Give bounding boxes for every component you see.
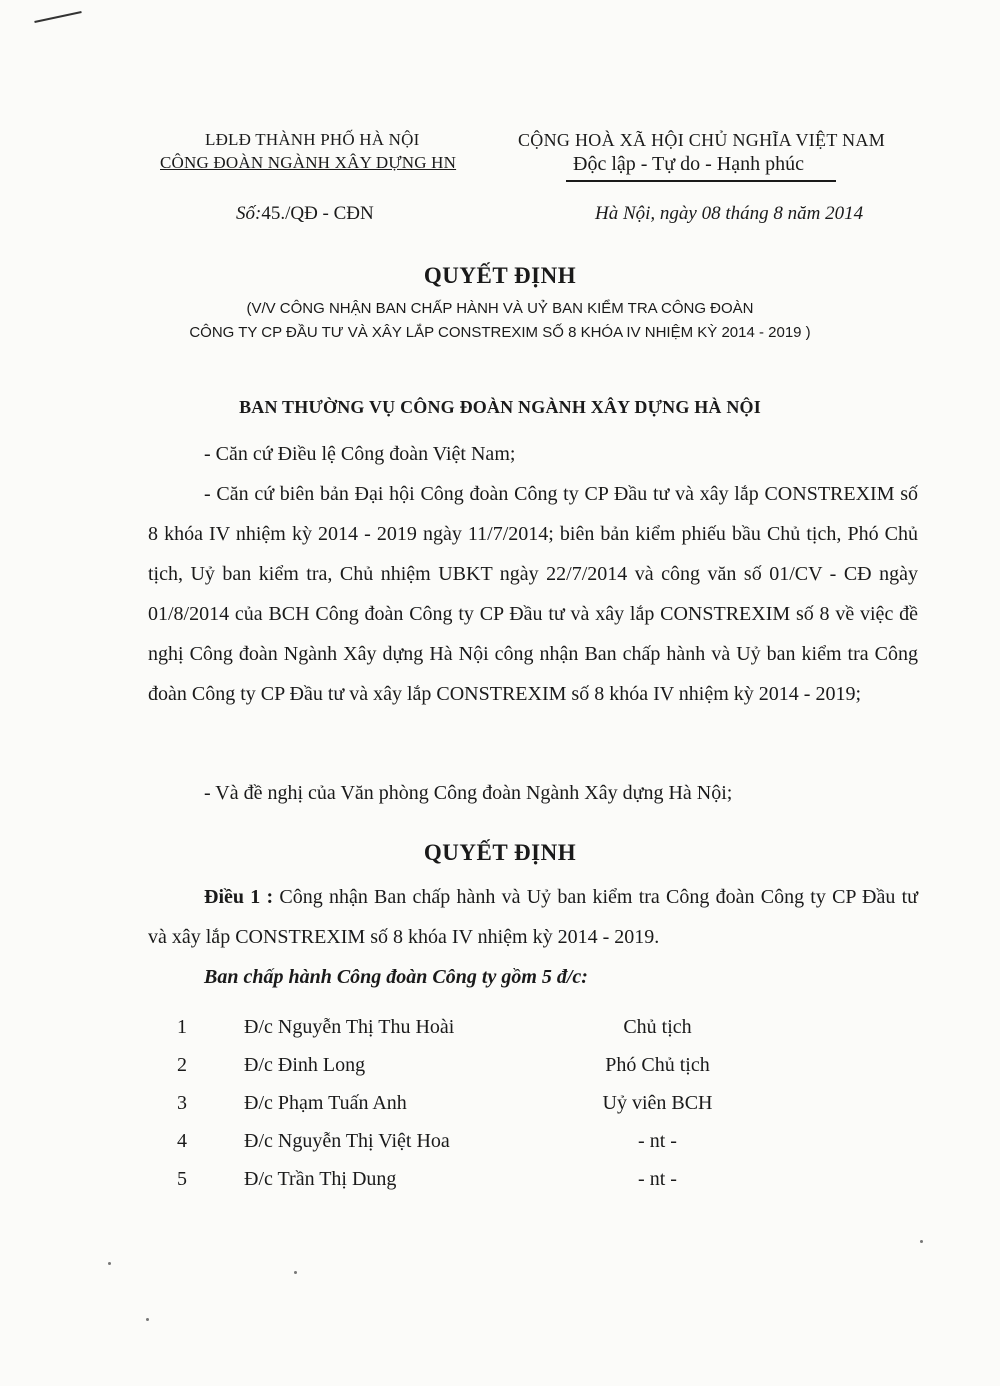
member-row <box>170 1092 770 1130</box>
subject-line-2: CÔNG TY CP ĐẦU TƯ VÀ XÂY LẮP CONSTREXIM SỐ 8 KHÓA IV NHIỆM KỲ 2014 - 2019 ) <box>189 324 811 341</box>
org-line-2: CÔNG ĐOÀN NGÀNH XÂY DỰNG HN <box>160 153 457 172</box>
member-number: 2 <box>177 1054 187 1076</box>
motto-underline <box>566 180 836 182</box>
scan-speck <box>108 1262 111 1265</box>
org-line-1: LĐLĐ THÀNH PHỐ HÀ NỘI <box>205 130 420 149</box>
basis-3: - Và đề nghị của Văn phòng Công đoàn Ngành Xây dựng Hà Nội; <box>204 782 733 804</box>
member-row <box>170 1168 770 1206</box>
article-1-text: Công nhận Ban chấp hành và Uỷ ban kiểm tra Công đoàn Công ty CP Đầu tư và xây lắp CONSTREXIM số 8 khóa IV nhiệm kỳ 2014 - 2019. <box>148 886 918 948</box>
country-name: CỘNG HOÀ XÃ HỘI CHỦ NGHĨA VIỆT NAM <box>518 130 886 150</box>
document-number <box>236 203 374 225</box>
member-name: Đ/c Nguyễn Thị Thu Hoài <box>244 1016 455 1038</box>
member-role: Uỷ viên BCH <box>602 1092 713 1114</box>
document-title: QUYẾT ĐỊNH <box>423 263 577 288</box>
member-name: Đ/c Trần Thị Dung <box>244 1168 397 1190</box>
member-role: - nt - <box>638 1130 677 1152</box>
number-value: 45 <box>261 203 281 224</box>
scan-speck <box>920 1240 923 1243</box>
member-number: 5 <box>177 1168 187 1190</box>
member-number: 1 <box>177 1016 187 1038</box>
basis-1: - Căn cứ Điều lệ Công đoàn Việt Nam; <box>204 443 516 465</box>
issuing-authority: BAN THƯỜNG VỤ CÔNG ĐOÀN NGÀNH XÂY DỰNG HÀ NỘI <box>239 397 761 417</box>
number-label: Số: <box>236 203 262 224</box>
members-heading: Ban chấp hành Công đoàn Công ty gồm 5 đ/c: <box>204 966 588 988</box>
member-row <box>170 1130 770 1168</box>
member-name: Đ/c Phạm Tuấn Anh <box>244 1092 407 1114</box>
member-number: 3 <box>177 1092 187 1114</box>
member-number: 4 <box>177 1130 187 1152</box>
article-1-label: Điều 1 : <box>204 886 274 908</box>
document-date: Hà Nội, ngày 08 tháng 8 năm 2014 <box>595 203 864 224</box>
pen-mark <box>34 11 81 23</box>
member-role: Phó Chủ tịch <box>605 1054 710 1076</box>
article-1 <box>148 877 918 957</box>
member-name: Đ/c Nguyễn Thị Việt Hoa <box>244 1130 450 1152</box>
member-role: - nt - <box>638 1168 677 1190</box>
member-role: Chủ tịch <box>623 1016 692 1038</box>
member-row <box>170 1054 770 1092</box>
decision-heading: QUYẾT ĐỊNH <box>423 840 577 865</box>
member-row <box>170 1016 770 1054</box>
number-suffix: ./QĐ - CĐN <box>280 203 374 224</box>
scan-speck <box>146 1318 149 1321</box>
subject-line-1: (V/V CÔNG NHẬN BAN CHẤP HÀNH VÀ UỶ BAN KIỂM TRA CÔNG ĐOÀN <box>246 300 754 317</box>
member-name: Đ/c Đinh Long <box>244 1054 366 1076</box>
basis-2: - Căn cứ biên bản Đại hội Công đoàn Công ty CP Đầu tư và xây lắp CONSTREXIM số 8 khóa IV nhiệm kỳ 2014 - 2019 ngày 11/7/2014; biên bản kiểm phiếu bầu Chủ tịch, Phó Chủ tịch, Uỷ ban kiểm tra, Chủ nhiệm UBKT ngày 22/7/2014 và công văn số 01/CV - CĐ ngày 01/8/2014 của BCH Công đoàn Công ty CP Đầu tư và xây lắp CONSTREXIM số 8 về việc đề nghị Công đoàn Ngành Xây dựng Hà Nội công nhận Ban chấp hành và Uỷ ban kiểm tra Công đoàn Công ty CP Đầu tư và xây lắp CONSTREXIM số 8 khóa IV nhiệm kỳ 2014 - 2019; <box>148 483 918 705</box>
scan-speck <box>294 1271 297 1274</box>
national-motto: Độc lập - Tự do - Hạnh phúc <box>573 153 804 175</box>
